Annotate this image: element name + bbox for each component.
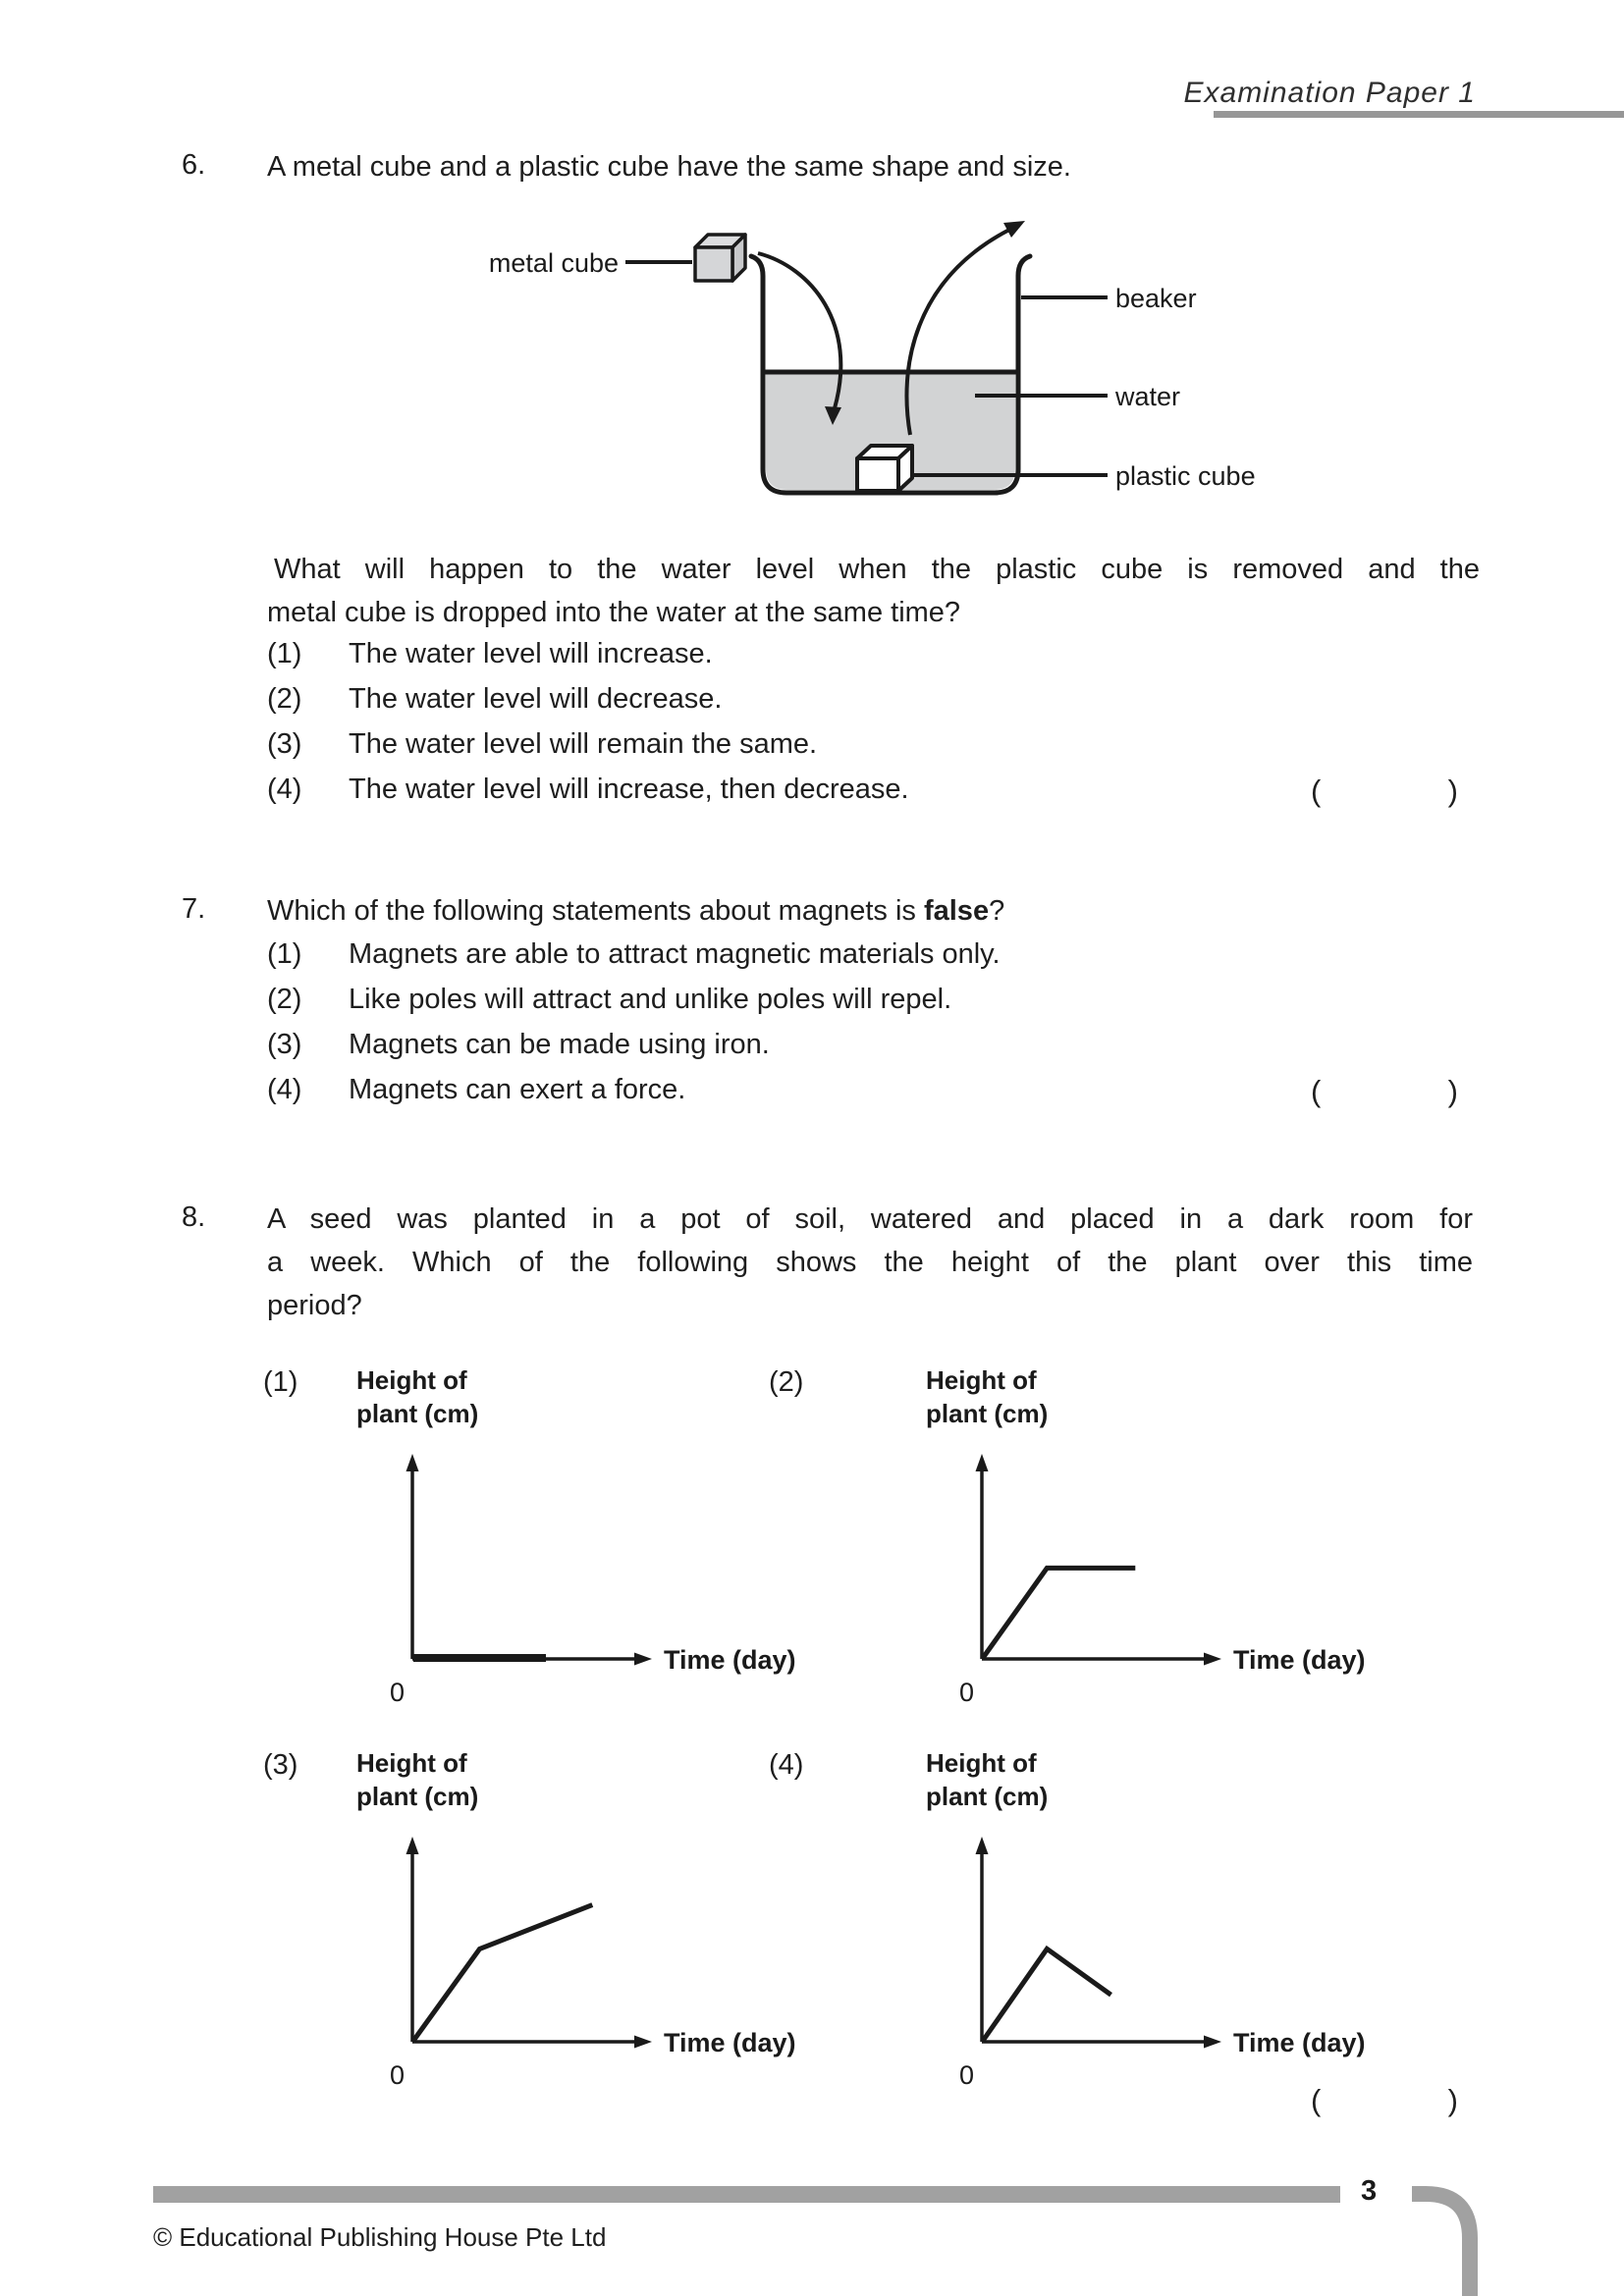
option-text: The water level will increase.: [349, 638, 713, 669]
plastic-cube-label: plastic cube: [1115, 461, 1256, 491]
header-rule: [1214, 111, 1624, 118]
plant-height-line: [983, 1949, 1111, 2041]
footer-rule: [153, 2186, 1340, 2203]
x-axis-arrowhead: [634, 1653, 652, 1666]
bracket-close: ): [1447, 2083, 1458, 2117]
question8-stem-line3: period?: [267, 1290, 362, 1321]
option-text: Magnets can be made using iron.: [349, 1029, 770, 1060]
question7-stem-suffix: ?: [989, 895, 1005, 927]
y-axis-label: Height of: [356, 1748, 467, 1778]
question7-stem-prefix: Which of the following statements about magnets is: [267, 895, 924, 927]
question7-option-1: [267, 938, 1001, 971]
option-text: The water level will remain the same.: [349, 728, 818, 760]
y-axis-arrowhead: [976, 1454, 989, 1471]
graph-option-3: [344, 1742, 815, 2096]
x-axis-arrowhead: [1204, 2036, 1221, 2049]
x-axis-label: Time (day): [664, 2028, 796, 2057]
question6-answer-bracket: [1311, 774, 1458, 809]
footer-corner-decoration: [1394, 2164, 1492, 2296]
bracket-open: (: [1311, 2083, 1322, 2117]
question7-number: 7.: [182, 893, 206, 925]
question8-number: 8.: [182, 1201, 206, 1233]
question6-option-2: [267, 683, 722, 716]
graph1-option-label: (1): [263, 1366, 298, 1398]
option-number: (3): [267, 1029, 302, 1060]
origin-label: 0: [958, 1678, 974, 1707]
question6-option-1: [267, 638, 713, 670]
option-number: (3): [267, 728, 302, 760]
question7-answer-bracket: [1311, 1074, 1458, 1109]
x-axis-label: Time (day): [664, 1645, 796, 1675]
question6-stem: A metal cube and a plastic cube have the same shape and size.: [267, 151, 1071, 183]
question7-stem: [267, 893, 1004, 929]
copyright-text: © Educational Publishing House Pte Ltd: [153, 2222, 607, 2252]
graph-option-1: [344, 1360, 815, 1713]
bracket-close: ): [1447, 774, 1458, 808]
option-number: (1): [267, 938, 302, 970]
y-axis-label: Height of: [926, 1365, 1037, 1395]
graph4-option-label: (4): [769, 1749, 804, 1781]
page-number: 3: [1361, 2175, 1378, 2207]
beaker-label: beaker: [1115, 284, 1197, 313]
metal-cube-label: metal cube: [488, 248, 619, 278]
question7-option-3: [267, 1029, 770, 1061]
graph-option-4: [913, 1742, 1384, 2096]
question6-text-line2: metal cube is dropped into the water at the same time?: [267, 597, 961, 628]
y-axis-arrowhead: [406, 1454, 419, 1471]
bracket-open: (: [1311, 1074, 1322, 1108]
graph3-option-label: (3): [263, 1749, 298, 1781]
plastic-cube-shape: [857, 446, 912, 491]
y-axis-arrowhead: [406, 1837, 419, 1854]
question6-option-3: [267, 728, 817, 761]
bracket-close: ): [1447, 1074, 1458, 1108]
question6-text-line1: What will happen to the water level when the plastic cube is removed and the: [274, 554, 1480, 585]
y-axis-arrowhead: [976, 1837, 989, 1854]
graph2-option-label: (2): [769, 1366, 804, 1398]
option-text: Like poles will attract and unlike poles will repel.: [349, 984, 952, 1015]
question6-option-4: [267, 774, 909, 806]
origin-label: 0: [958, 2060, 974, 2090]
question8-stem-line1: A seed was planted in a pot of soil, watered and placed in a dark room for: [267, 1203, 1473, 1235]
question8-stem-line2: a week. Which of the following shows the height of the plant over this time: [267, 1247, 1473, 1278]
x-axis-arrowhead: [634, 2036, 652, 2049]
question8-answer-bracket: [1311, 2083, 1458, 2118]
metal-cube-shape: [695, 235, 745, 281]
page-header-title: Examination Paper 1: [1183, 77, 1476, 109]
question7-option-2: [267, 984, 951, 1016]
question7-option-4: [267, 1074, 685, 1106]
option-text: The water level will increase, then decrease.: [349, 774, 909, 805]
option-number: (2): [267, 984, 302, 1015]
bracket-open: (: [1311, 774, 1322, 808]
plant-height-line: [413, 1905, 592, 2041]
option-text: The water level will decrease.: [349, 683, 723, 715]
water-label: water: [1115, 382, 1181, 411]
plant-height-line: [983, 1568, 1135, 1658]
option-number: (4): [267, 1074, 302, 1105]
option-number: (2): [267, 683, 302, 715]
question7-stem-bold: false: [923, 895, 990, 927]
origin-label: 0: [389, 1678, 405, 1707]
x-axis-label: Time (day): [1233, 1645, 1366, 1675]
question6-number: 6.: [182, 149, 206, 181]
option-text: Magnets can exert a force.: [349, 1074, 686, 1105]
y-axis-label: plant (cm): [356, 1399, 479, 1428]
y-axis-label: plant (cm): [926, 1782, 1049, 1811]
option-number: (1): [267, 638, 302, 669]
option-text: Magnets are able to attract magnetic materials only.: [349, 938, 1001, 970]
origin-label: 0: [389, 2060, 405, 2090]
graph-option-2: [913, 1360, 1384, 1713]
y-axis-label: Height of: [926, 1748, 1037, 1778]
y-axis-label: plant (cm): [926, 1399, 1049, 1428]
corner-band: [1412, 2194, 1470, 2296]
y-axis-label: Height of: [356, 1365, 467, 1395]
beaker-diagram: [373, 196, 1276, 520]
option-number: (4): [267, 774, 302, 805]
x-axis-label: Time (day): [1233, 2028, 1366, 2057]
x-axis-arrowhead: [1204, 1653, 1221, 1666]
y-axis-label: plant (cm): [356, 1782, 479, 1811]
